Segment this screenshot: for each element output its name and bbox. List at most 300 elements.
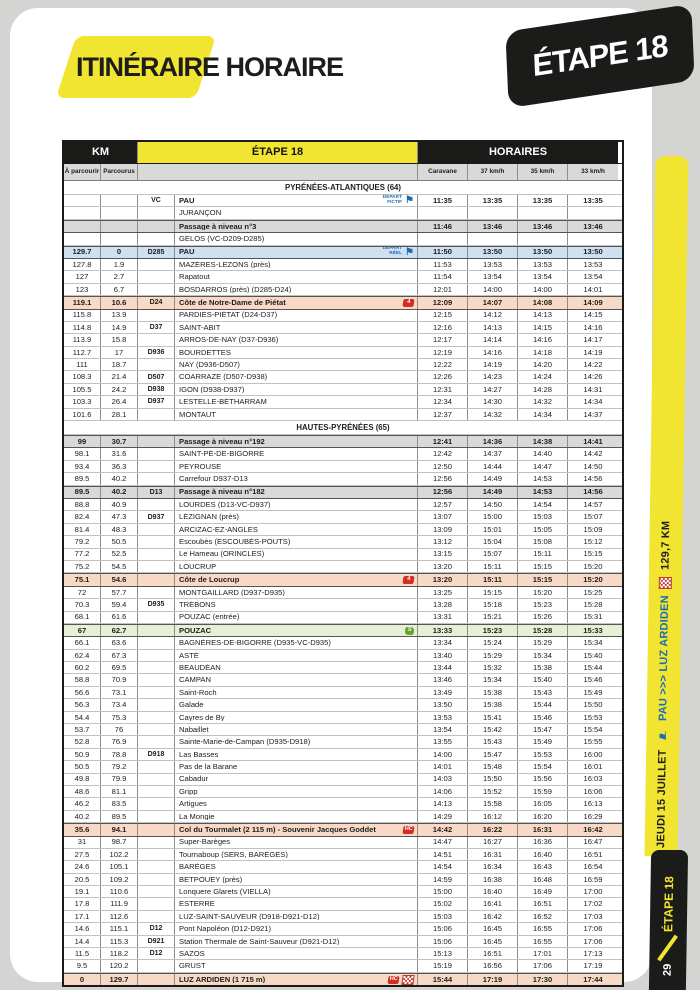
time-caravane-cell: 14:03 bbox=[418, 774, 468, 785]
location-name: BETPOUEY (près) bbox=[179, 875, 243, 884]
time-37-cell bbox=[468, 233, 518, 244]
time-33-cell: 15:31 bbox=[583, 612, 603, 622]
horaires-group-header: HORAIRES bbox=[418, 142, 618, 163]
time-37-cell: 15:01 bbox=[468, 524, 518, 535]
location-name: LOUCRUP bbox=[179, 562, 217, 571]
time-35-cell: 15:15 bbox=[518, 561, 568, 572]
time-37-cell bbox=[468, 207, 518, 218]
timetable-row bbox=[64, 837, 622, 849]
time-35-cell: 15:29 bbox=[518, 637, 568, 648]
time-caravane-cell: 12:17 bbox=[418, 334, 468, 345]
km-covered-cell: 109.2 bbox=[101, 874, 138, 885]
km-remaining-cell: 49.8 bbox=[64, 774, 101, 785]
location-name: TRÉBONS bbox=[179, 601, 216, 609]
time-caravane-cell: 12:37 bbox=[418, 409, 468, 420]
timetable-row bbox=[64, 359, 622, 371]
time-caravane-cell: 13:46 bbox=[418, 674, 468, 685]
time-37-cell: 15:00 bbox=[468, 511, 518, 522]
road-cell: D937 bbox=[138, 396, 175, 407]
timetable-row bbox=[64, 886, 622, 898]
road-cell: D24 bbox=[138, 297, 175, 308]
table-group-header bbox=[64, 142, 622, 164]
time-37-cell: 15:38 bbox=[468, 687, 518, 698]
depart-flag-icon: ⚑ bbox=[655, 728, 671, 743]
location-cell bbox=[175, 849, 418, 860]
km-covered-cell: 40.9 bbox=[101, 499, 138, 510]
time-35-cell: 13:53 bbox=[518, 259, 568, 270]
location-cell bbox=[175, 886, 418, 897]
time-35-cell: 15:11 bbox=[518, 549, 568, 560]
road-cell bbox=[138, 207, 175, 218]
finish-checkered-flag-icon bbox=[659, 577, 672, 589]
time-caravane-cell: 13:34 bbox=[418, 637, 468, 648]
time-33-cell: 17:03 bbox=[583, 911, 603, 921]
location-name: LUZ ARDIDEN (1 715 m) bbox=[179, 975, 266, 984]
time-37-cell: 15:21 bbox=[468, 612, 518, 623]
km-covered-cell: 129.7 bbox=[101, 974, 138, 985]
time-caravane-cell: 13:33 bbox=[418, 625, 468, 636]
location-cell bbox=[175, 195, 418, 206]
location-name: BOSDARROS (près) (D285-D24) bbox=[179, 285, 292, 294]
time-37-cell: 16:34 bbox=[468, 861, 518, 872]
km-covered-cell bbox=[101, 207, 138, 218]
time-33-cell: 13:35 bbox=[583, 195, 603, 205]
time-37-cell: 15:43 bbox=[468, 736, 518, 747]
timetable-row bbox=[64, 811, 622, 823]
time-33-cell: 15:46 bbox=[583, 675, 603, 685]
timetable-row bbox=[64, 322, 622, 334]
time-37-cell: 15:11 bbox=[468, 574, 518, 585]
time-33-cell: 16:29 bbox=[583, 811, 603, 821]
col-header-blank bbox=[138, 164, 418, 180]
road-cell bbox=[138, 898, 175, 909]
km-remaining-cell: 24.6 bbox=[64, 861, 101, 872]
time-caravane-cell: 13:15 bbox=[418, 549, 468, 560]
km-remaining-cell: 68.1 bbox=[64, 612, 101, 623]
location-name: MAZÈRES-LEZONS (près) bbox=[179, 260, 271, 269]
location-name: Rapatout bbox=[179, 273, 210, 281]
km-covered-cell: 47.3 bbox=[101, 511, 138, 522]
timetable-row bbox=[64, 923, 622, 935]
depart-label: DÉPART RÉEL bbox=[382, 246, 403, 257]
km-remaining-cell: 119.1 bbox=[64, 297, 101, 308]
depart-label: DÉPART FICTIF bbox=[382, 195, 403, 205]
km-covered-cell: 24.2 bbox=[101, 384, 138, 395]
timetable-row bbox=[64, 371, 622, 383]
location-cell bbox=[175, 662, 418, 673]
location-cell bbox=[175, 960, 418, 971]
km-covered-cell: 112.6 bbox=[101, 911, 138, 922]
time-33-cell: 16:06 bbox=[583, 786, 603, 796]
time-caravane-cell: 14:51 bbox=[418, 849, 468, 860]
location-name: La Mongie bbox=[179, 812, 215, 821]
timetable-row bbox=[64, 650, 622, 662]
km-covered-cell: 1.9 bbox=[101, 259, 138, 270]
km-remaining-cell: 66.1 bbox=[64, 637, 101, 648]
time-37-cell: 14:37 bbox=[468, 448, 518, 459]
climb-marker bbox=[403, 576, 414, 584]
location-name: MONTGAILLARD (D937-D935) bbox=[179, 588, 285, 597]
km-covered-cell: 102.2 bbox=[101, 849, 138, 860]
time-33-cell: 17:06 bbox=[583, 924, 603, 934]
km-covered-cell: 73.4 bbox=[101, 699, 138, 710]
km-remaining-cell: 50.9 bbox=[64, 749, 101, 760]
timetable-row bbox=[64, 195, 622, 207]
timetable-row bbox=[64, 936, 622, 948]
time-33-cell: 15:07 bbox=[583, 512, 603, 522]
time-37-cell: 15:18 bbox=[468, 599, 518, 610]
timetable-row bbox=[64, 662, 622, 674]
sprint-marker bbox=[405, 627, 414, 635]
time-35-cell: 14:15 bbox=[518, 322, 568, 333]
time-33-cell: 13:46 bbox=[568, 221, 618, 232]
timetable-row bbox=[64, 624, 622, 637]
timetable-row bbox=[64, 736, 622, 748]
time-caravane-cell: 12:41 bbox=[418, 436, 468, 447]
time-caravane-cell: 12:16 bbox=[418, 322, 468, 333]
location-cell bbox=[175, 487, 418, 498]
time-37-cell: 15:34 bbox=[468, 674, 518, 685]
time-37-cell: 14:00 bbox=[468, 284, 518, 295]
location-cell bbox=[175, 974, 418, 985]
timetable-row bbox=[64, 511, 622, 523]
depart-marker bbox=[383, 196, 414, 206]
time-37-cell: 13:53 bbox=[468, 259, 518, 270]
location-cell bbox=[175, 811, 418, 822]
km-remaining-cell: 9.5 bbox=[64, 960, 101, 971]
location-name: ARCIZAC-EZ-ANGLES bbox=[179, 525, 258, 534]
timetable-row bbox=[64, 637, 622, 649]
road-cell bbox=[138, 473, 175, 484]
km-covered-cell: 10.6 bbox=[101, 297, 138, 308]
time-37-cell: 14:19 bbox=[468, 359, 518, 370]
timetable-row bbox=[64, 473, 622, 485]
location-cell bbox=[175, 574, 418, 585]
time-caravane-cell: 11:46 bbox=[418, 221, 468, 232]
location-name: Côte de Notre-Dame de Piétat bbox=[179, 299, 286, 307]
location-cell bbox=[175, 587, 418, 598]
timetable-row bbox=[64, 220, 622, 233]
km-remaining-cell: 112.7 bbox=[64, 347, 101, 358]
road-cell bbox=[138, 436, 175, 447]
location-cell bbox=[175, 674, 418, 685]
time-35-cell: 14:40 bbox=[518, 448, 568, 459]
time-33-cell: 14:09 bbox=[583, 298, 603, 308]
location-cell bbox=[175, 774, 418, 785]
km-remaining-cell: 60.2 bbox=[64, 662, 101, 673]
location-name: Las Basses bbox=[179, 750, 219, 759]
km-remaining-cell: 103.3 bbox=[64, 396, 101, 407]
km-remaining-cell: 75.1 bbox=[64, 574, 101, 585]
road-cell: D937 bbox=[138, 511, 175, 522]
location-cell bbox=[175, 409, 418, 420]
time-caravane-cell bbox=[418, 233, 468, 244]
timetable-row bbox=[64, 861, 622, 873]
km-covered-cell: 75.3 bbox=[101, 712, 138, 723]
location-cell bbox=[175, 511, 418, 522]
time-caravane-cell: 15:44 bbox=[418, 974, 468, 985]
time-35-cell: 14:18 bbox=[518, 347, 568, 358]
location-name: JURANÇON bbox=[179, 209, 222, 217]
location-name: Passage à niveau n°192 bbox=[179, 437, 265, 446]
location-name: LESTELLE-BÉTHARRAM bbox=[179, 398, 267, 406]
km-covered-cell: 26.4 bbox=[101, 396, 138, 407]
km-remaining-cell: 56.3 bbox=[64, 699, 101, 710]
km-covered-cell: 94.1 bbox=[101, 824, 138, 835]
time-35-cell: 15:05 bbox=[518, 524, 568, 535]
time-35-cell bbox=[518, 233, 568, 244]
road-cell bbox=[138, 549, 175, 560]
time-caravane-cell: 15:02 bbox=[418, 898, 468, 909]
timetable-row bbox=[64, 798, 622, 810]
km-covered-cell: 54.5 bbox=[101, 561, 138, 572]
location-cell bbox=[175, 436, 418, 447]
timetable-row bbox=[64, 712, 622, 724]
road-cell bbox=[138, 221, 175, 232]
km-covered-cell: 2.7 bbox=[101, 271, 138, 282]
climb-marker bbox=[403, 826, 414, 834]
road-cell bbox=[138, 699, 175, 710]
location-name: Passage à niveau n°182 bbox=[179, 488, 265, 497]
timetable-row bbox=[64, 898, 622, 910]
location-cell bbox=[175, 650, 418, 661]
location-cell bbox=[175, 625, 418, 636]
time-35-cell: 15:40 bbox=[518, 674, 568, 685]
road-cell bbox=[138, 650, 175, 661]
location-name: PARDIES-PIÉTAT (D24-D37) bbox=[179, 311, 278, 319]
km-remaining-cell: 77.2 bbox=[64, 549, 101, 560]
road-cell bbox=[138, 284, 175, 295]
location-name: Saint-Roch bbox=[179, 688, 217, 697]
time-caravane-cell: 11:50 bbox=[418, 247, 468, 258]
km-remaining-cell: 35.6 bbox=[64, 824, 101, 835]
km-covered-cell: 120.2 bbox=[101, 960, 138, 971]
time-35-cell: 16:49 bbox=[518, 886, 568, 897]
timetable-row bbox=[64, 948, 622, 960]
location-cell bbox=[175, 786, 418, 797]
time-37-cell: 14:30 bbox=[468, 396, 518, 407]
finish-checkered-flag-icon bbox=[401, 975, 414, 985]
location-cell bbox=[175, 612, 418, 623]
time-caravane-cell: 12:57 bbox=[418, 499, 468, 510]
time-33-cell: 15:50 bbox=[583, 700, 603, 710]
location-name: Station Thermale de Saint-Sauveur (D921-D12) bbox=[179, 937, 340, 946]
time-37-cell: 15:38 bbox=[468, 699, 518, 710]
km-remaining-cell: 88.8 bbox=[64, 499, 101, 510]
road-cell bbox=[138, 811, 175, 822]
km-remaining-cell: 67 bbox=[64, 625, 101, 636]
location-cell bbox=[175, 936, 418, 947]
location-cell bbox=[175, 898, 418, 909]
km-covered-cell: 14.9 bbox=[101, 322, 138, 333]
km-covered-cell: 69.5 bbox=[101, 662, 138, 673]
km-covered-cell: 111.9 bbox=[101, 898, 138, 909]
time-37-cell: 13:50 bbox=[468, 247, 518, 258]
time-37-cell: 14:44 bbox=[468, 461, 518, 472]
time-33-cell: 15:15 bbox=[583, 549, 603, 559]
location-cell bbox=[175, 699, 418, 710]
time-caravane-cell: 12:42 bbox=[418, 448, 468, 459]
time-37-cell: 16:31 bbox=[468, 849, 518, 860]
time-33-cell: 16:00 bbox=[583, 749, 603, 759]
timetable-row bbox=[64, 699, 622, 711]
time-33-cell: 14:15 bbox=[583, 310, 603, 320]
location-name: Col du Tourmalet (2 115 m) - Souvenir Jacques Goddet bbox=[179, 826, 376, 834]
km-covered-cell: 81.1 bbox=[101, 786, 138, 797]
km-remaining-cell: 89.5 bbox=[64, 473, 101, 484]
time-35-cell: 16:43 bbox=[518, 861, 568, 872]
time-caravane-cell: 12:31 bbox=[418, 384, 468, 395]
location-name: BAGNÈRES-DE-BIGORRE (D935-VC-D935) bbox=[179, 639, 331, 647]
time-33-cell: 17:06 bbox=[583, 936, 603, 946]
km-remaining-cell: 81.4 bbox=[64, 524, 101, 535]
road-cell bbox=[138, 911, 175, 922]
time-33-cell: 15:34 bbox=[583, 638, 603, 648]
km-remaining-cell bbox=[64, 207, 101, 218]
road-cell bbox=[138, 824, 175, 835]
time-35-cell: 15:59 bbox=[518, 786, 568, 797]
location-cell bbox=[175, 637, 418, 648]
time-caravane-cell: 14:06 bbox=[418, 786, 468, 797]
road-cell bbox=[138, 874, 175, 885]
location-name: LÉZIGNAN (près) bbox=[179, 513, 239, 521]
location-name: MONTAUT bbox=[179, 410, 216, 419]
time-caravane-cell: 13:09 bbox=[418, 524, 468, 535]
km-remaining-cell: 101.6 bbox=[64, 409, 101, 420]
road-cell bbox=[138, 359, 175, 370]
location-cell bbox=[175, 536, 418, 547]
time-caravane-cell: 13:28 bbox=[418, 599, 468, 610]
category-climb-icon: HC bbox=[389, 975, 399, 982]
time-37-cell: 13:35 bbox=[468, 195, 518, 206]
time-33-cell: 15:12 bbox=[583, 537, 603, 547]
km-covered-cell: 115.1 bbox=[101, 923, 138, 934]
km-covered-cell: 6.7 bbox=[101, 284, 138, 295]
km-covered-cell: 18.7 bbox=[101, 359, 138, 370]
time-35-cell: 15:56 bbox=[518, 774, 568, 785]
time-33-cell: 14:56 bbox=[583, 474, 603, 484]
location-cell bbox=[175, 233, 418, 244]
timetable-row bbox=[64, 761, 622, 773]
location-cell bbox=[175, 310, 418, 321]
timetable-row bbox=[64, 587, 622, 599]
km-remaining-cell: 79.2 bbox=[64, 536, 101, 547]
location-cell bbox=[175, 259, 418, 270]
road-cell bbox=[138, 587, 175, 598]
time-37-cell: 14:49 bbox=[468, 473, 518, 484]
timetable-row bbox=[64, 409, 622, 421]
location-cell bbox=[175, 749, 418, 760]
time-33-cell: 15:40 bbox=[583, 650, 603, 660]
location-name: ESTERRE bbox=[179, 900, 215, 908]
location-name: BARÈGES bbox=[179, 863, 216, 871]
col-header-caravane: Caravane bbox=[418, 164, 468, 180]
road-cell bbox=[138, 662, 175, 673]
time-35-cell: 13:35 bbox=[518, 195, 568, 206]
location-name: IGON (D938-D937) bbox=[179, 385, 245, 394]
location-cell bbox=[175, 499, 418, 510]
timetable-row bbox=[64, 612, 622, 624]
time-33-cell: 15:55 bbox=[583, 737, 603, 747]
location-name: Lonquere Glarets (VIELLA) bbox=[179, 887, 271, 896]
time-33-cell: 15:53 bbox=[583, 712, 603, 722]
km-covered-cell: 62.7 bbox=[101, 625, 138, 636]
km-covered-cell: 110.6 bbox=[101, 886, 138, 897]
timetable-row bbox=[64, 246, 622, 259]
km-remaining-cell: 75.2 bbox=[64, 561, 101, 572]
road-cell bbox=[138, 960, 175, 971]
km-remaining-cell: 127.8 bbox=[64, 259, 101, 270]
time-caravane-cell: 13:31 bbox=[418, 612, 468, 623]
location-name: PEYROUSE bbox=[179, 462, 222, 471]
time-35-cell: 14:16 bbox=[518, 334, 568, 345]
km-covered-cell: 76 bbox=[101, 724, 138, 735]
time-37-cell: 14:27 bbox=[468, 384, 518, 395]
road-cell: D37 bbox=[138, 322, 175, 333]
time-35-cell: 15:15 bbox=[518, 574, 568, 585]
km-remaining-cell: 17.8 bbox=[64, 898, 101, 909]
km-remaining-cell: 114.8 bbox=[64, 322, 101, 333]
location-cell bbox=[175, 334, 418, 345]
km-remaining-cell: 115.8 bbox=[64, 310, 101, 321]
time-35-cell: 15:44 bbox=[518, 699, 568, 710]
km-covered-cell: 61.6 bbox=[101, 612, 138, 623]
km-covered-cell: 30.7 bbox=[101, 436, 138, 447]
time-caravane-cell: 13:49 bbox=[418, 687, 468, 698]
road-cell bbox=[138, 974, 175, 985]
location-name: CAMPAN bbox=[179, 676, 211, 684]
timetable-row bbox=[64, 334, 622, 346]
road-cell bbox=[138, 774, 175, 785]
timetable-row bbox=[64, 524, 622, 536]
road-cell bbox=[138, 761, 175, 772]
time-37-cell: 13:54 bbox=[468, 271, 518, 282]
time-caravane-cell: 13:44 bbox=[418, 662, 468, 673]
time-35-cell: 15:23 bbox=[518, 599, 568, 610]
location-cell bbox=[175, 473, 418, 484]
time-35-cell bbox=[518, 207, 568, 218]
time-35-cell: 16:20 bbox=[518, 811, 568, 822]
time-33-cell: 15:44 bbox=[583, 662, 603, 672]
road-cell bbox=[138, 461, 175, 472]
time-33-cell: 16:59 bbox=[583, 874, 603, 884]
road-cell: D921 bbox=[138, 936, 175, 947]
sidebar-route: PAU >>> LUZ ARDIDEN bbox=[657, 595, 672, 722]
location-name: Tournaboup (SERS, BARÈGES) bbox=[179, 850, 288, 859]
km-covered-cell: 0 bbox=[101, 247, 138, 258]
sidebar-distance: 129,7 KM bbox=[659, 520, 673, 570]
time-33-cell: 14:56 bbox=[568, 487, 618, 498]
time-caravane-cell: 15:13 bbox=[418, 948, 468, 959]
time-caravane-cell: 12:50 bbox=[418, 461, 468, 472]
location-cell bbox=[175, 837, 418, 848]
km-remaining-cell: 11.5 bbox=[64, 948, 101, 959]
km-covered-cell: 40.2 bbox=[101, 473, 138, 484]
time-33-cell: 17:19 bbox=[583, 961, 603, 971]
location-cell bbox=[175, 798, 418, 809]
time-caravane-cell: 14:42 bbox=[418, 824, 468, 835]
km-remaining-cell: 53.7 bbox=[64, 724, 101, 735]
km-remaining-cell: 40.2 bbox=[64, 811, 101, 822]
sidebar-stage-label: ÉTAPE 18 bbox=[661, 875, 677, 932]
time-37-cell: 16:27 bbox=[468, 837, 518, 848]
time-caravane-cell: 15:06 bbox=[418, 923, 468, 934]
time-35-cell: 15:53 bbox=[518, 749, 568, 760]
location-name: COARRAZE (D507-D938) bbox=[179, 373, 268, 381]
time-caravane-cell: 13:12 bbox=[418, 536, 468, 547]
sidebar-date: JEUDI 15 JUILLET bbox=[655, 749, 669, 848]
location-name: Cayres de By bbox=[179, 713, 225, 722]
